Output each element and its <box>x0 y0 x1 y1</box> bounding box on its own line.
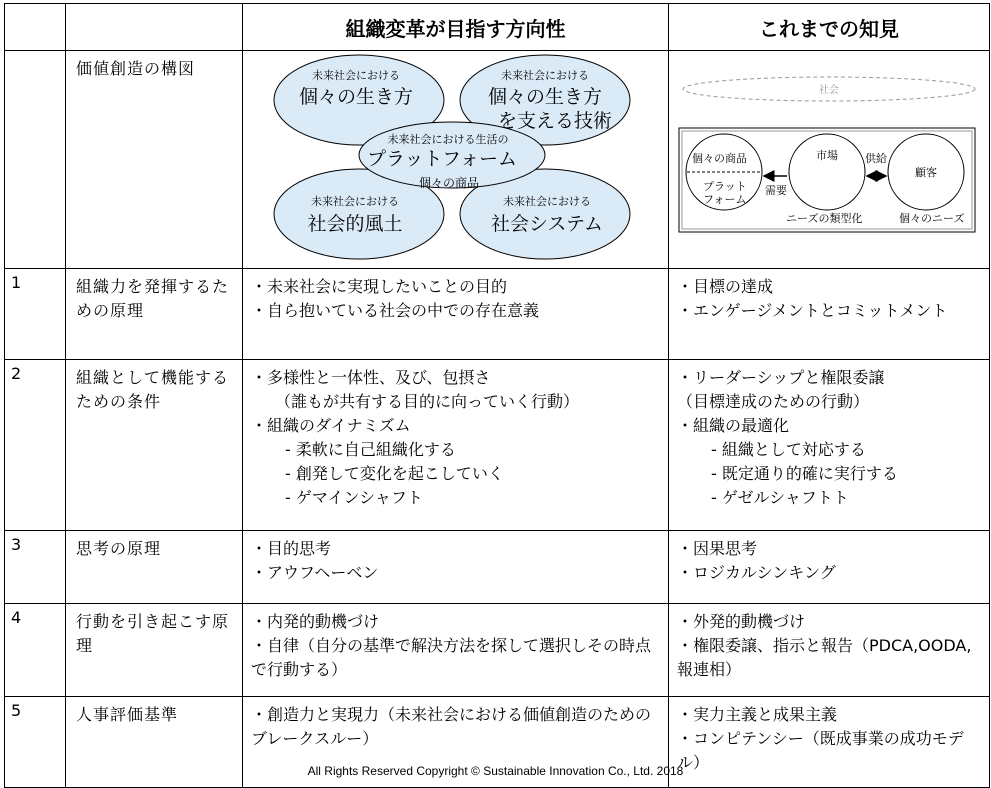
venn-diagram-cell <box>243 51 669 269</box>
venn-diagram <box>243 51 669 262</box>
future-item: ・組織のダイナミズム <box>251 416 411 435</box>
table-row <box>5 360 990 531</box>
past-item: ・組織の最適化 <box>677 416 790 435</box>
past-item: （目標達成のための行動） <box>677 392 870 411</box>
venn-tl-big: 個々の生き方 <box>298 86 414 108</box>
future-item: ・内発的動機づけ <box>251 612 380 631</box>
past-item: - 既定通り的確に実行する <box>711 464 898 483</box>
venn-tl-small: 未来社会における <box>312 69 400 82</box>
market-circle <box>789 134 865 210</box>
venn-center-big: プラットフォーム <box>366 148 518 170</box>
header-future: 組織変革が目指す方向性 <box>243 4 669 51</box>
row-num: 5 <box>5 697 66 788</box>
venn-center-sub: 個々の商品 <box>418 176 480 190</box>
supply-label: 供給 <box>865 152 887 165</box>
future-item: （誰もが共有する目的に向っていく行動） <box>275 392 580 411</box>
venn-tr-small: 未来社会における <box>501 69 589 82</box>
past-cell <box>669 360 990 531</box>
platform-label-1: プラット <box>703 180 747 193</box>
row-label: 価値創造の構図 <box>66 51 243 269</box>
row-label: 組織として機能するための条件 <box>66 360 243 531</box>
future-cell <box>243 269 669 360</box>
venn-bl-big: 社会的風土 <box>307 213 403 235</box>
future-item: ・アウフヘーベン <box>251 563 379 582</box>
venn-br-small: 未来社会における <box>503 195 591 208</box>
row-label: 思考の原理 <box>66 531 243 604</box>
future-item: ・自律（自分の基準で解決方法を探して選択しその時点で行動する） <box>251 636 652 679</box>
row-label: 組織力を発揮するための原理 <box>66 269 243 360</box>
market-diagram-cell <box>669 51 990 269</box>
needs-type-label: ニーズの類型化 <box>786 212 863 225</box>
venn-bl-small: 未来社会における <box>311 195 399 208</box>
future-item: ・目的思考 <box>251 539 332 558</box>
row-label: 行動を引き起こす原理 <box>66 604 243 697</box>
past-item: - ゲゼルシャフトト <box>711 488 849 507</box>
past-cell <box>669 531 990 604</box>
row-num: 2 <box>5 360 66 531</box>
past-item: ・エンゲージメントとコミットメント <box>677 301 948 320</box>
future-item: ・多様性と一体性、及び、包摂さ <box>251 368 491 387</box>
row-label: 人事評価基準 <box>66 697 243 788</box>
venn-center-small: 未来社会における生活の <box>387 133 509 146</box>
future-cell <box>243 360 669 531</box>
needs-each-label: 個々のニーズ <box>899 212 965 225</box>
product-label: 個々の商品 <box>692 152 747 165</box>
copyright-footer: All Rights Reserved Copyright © Sustainable Innovation Co., Ltd. 2018 <box>307 764 684 778</box>
venn-br-big: 社会システム <box>490 213 604 235</box>
header-past: これまでの知見 <box>669 4 990 51</box>
row-num: 4 <box>5 604 66 697</box>
past-item: ・ロジカルシンキング <box>677 563 836 582</box>
venn-tr-big2: を支える技術 <box>497 110 613 132</box>
market-diagram <box>669 51 990 262</box>
past-item: ・コンピテンシー（既成事業の成功モデル） <box>677 729 964 772</box>
header-row <box>5 4 990 51</box>
past-item: ・実力主義と成果主義 <box>677 705 838 724</box>
past-item: ・権限委譲、指示と報告（PDCA,OODA,報連相） <box>677 636 972 679</box>
venn-tr-big1: 個々の生き方 <box>487 86 603 108</box>
future-cell <box>243 531 669 604</box>
past-item: - 組織として対応する <box>711 440 866 459</box>
market-label: 市場 <box>816 149 838 162</box>
past-item: ・外発的動機づけ <box>677 612 806 631</box>
header-num-cell <box>5 4 66 51</box>
past-item: ・リーダーシップと権限委譲 <box>677 368 885 387</box>
table-row <box>5 269 990 360</box>
table-row <box>5 531 990 604</box>
row-num: 1 <box>5 269 66 360</box>
future-item: ・創造力と実現力（未来社会における価値創造のためのブレークスルー） <box>251 705 652 748</box>
table-row <box>5 604 990 697</box>
comparison-table <box>4 3 990 788</box>
platform-label-2: フォーム <box>703 193 747 206</box>
future-item: - ゲマインシャフト <box>285 488 423 507</box>
future-item: ・自ら抱いている社会の中での存在意義 <box>251 301 540 320</box>
past-item: ・因果思考 <box>677 539 758 558</box>
header-label-cell <box>66 4 243 51</box>
demand-label: 需要 <box>765 184 787 197</box>
table-row <box>5 51 990 269</box>
future-cell <box>243 604 669 697</box>
row-num <box>5 51 66 269</box>
past-cell <box>669 604 990 697</box>
row-num: 3 <box>5 531 66 604</box>
society-label: 社会 <box>819 85 839 96</box>
past-item: ・目標の達成 <box>677 277 774 296</box>
customer-label: 顧客 <box>915 166 937 179</box>
future-item: - 柔軟に自己組織化する <box>285 440 456 459</box>
past-cell <box>669 269 990 360</box>
future-item: ・未来社会に実現したいことの目的 <box>251 277 508 296</box>
future-item: - 創発して変化を起こしていく <box>285 464 504 483</box>
